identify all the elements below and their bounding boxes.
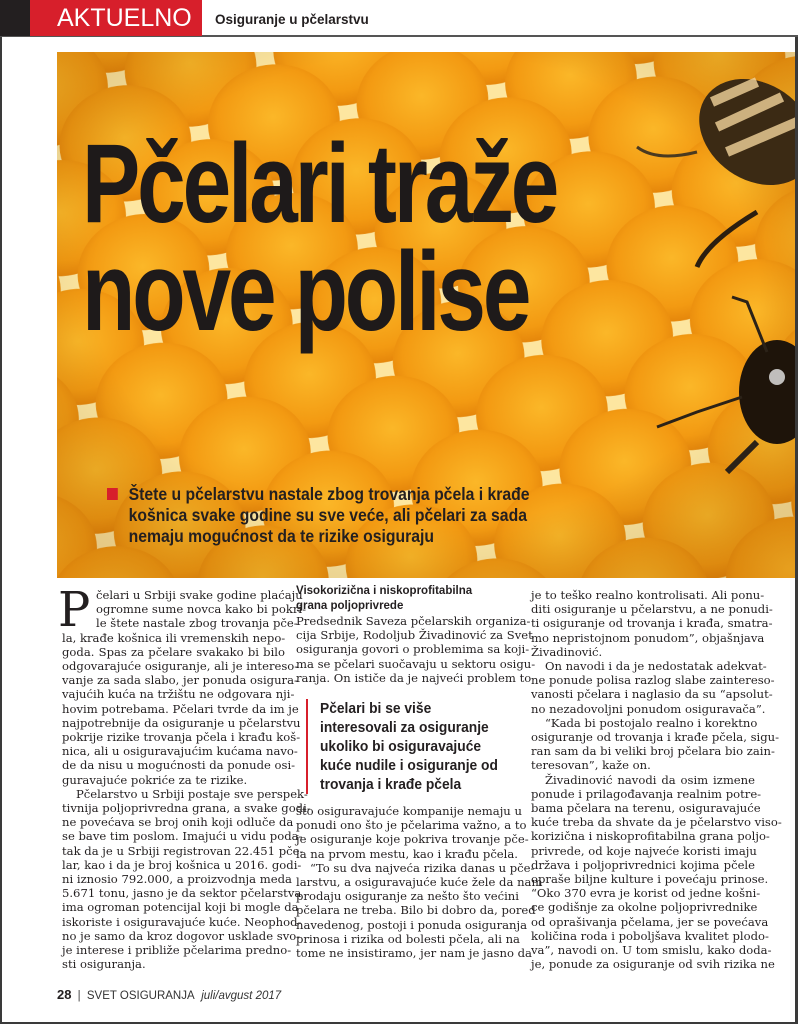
body-line: ma se pčelari suočavaju u sektoru osigu- xyxy=(296,656,536,671)
body-line: vanosti pčelara i naglasio da su “apsolut- xyxy=(531,687,773,702)
body-line: vajućih kuća na tržištu ne odgovara nji- xyxy=(62,687,295,702)
article-column-2 xyxy=(296,585,536,685)
body-line: država i poljoprivrednici kojima pčele xyxy=(531,857,755,872)
body-line: čelari u Srbiji svake godine plaćaju xyxy=(96,588,303,602)
body-line: cija Srbije, Rodoljub Živadinović za Svet xyxy=(296,628,533,643)
body-line: količina roda i poboljšava kvalitet plodo- xyxy=(531,928,769,943)
lead-line: košnica svake godine su sve veće, ali pčelari za sada xyxy=(128,505,527,525)
body-line: ne povećava se broj onih koji odluče da xyxy=(62,815,294,830)
body-line: je osiguranje koje pokriva trovanje pče- xyxy=(296,832,529,847)
body-line: 5.671 tonu, jasno je da sektor pčelarstva xyxy=(62,886,302,901)
body-line: od oprašivanja pčelama, jer se povećava xyxy=(531,914,769,929)
rubric-label: Osiguranje u pčelarstvu xyxy=(215,12,369,27)
lead-line: Štete u pčelarstvu nastale zbog trovanja pčela i krađe xyxy=(128,484,530,504)
pull-quote-line: kuće nudile i osiguranje od xyxy=(320,757,498,774)
body-line: pokrije rizike trovanja pčela i krađu koš- xyxy=(62,730,301,745)
body-line: što osiguravajuće kompanije nemaju u xyxy=(296,804,522,818)
body-line: guravajuće pokriće za te rizike. xyxy=(62,772,248,787)
body-line: Živadinović navodi da osim izmene xyxy=(545,772,755,787)
body-line: larstvu, a osiguravajuće kuće žele da nam xyxy=(296,875,543,890)
body-line: privrede, od koje najveće koristi imaju xyxy=(531,843,757,858)
headline-line-1: Pčelari traže xyxy=(82,121,557,246)
body-line: ponude i prilagođavanja realnim potre- xyxy=(531,786,762,801)
section-label: AKTUELNO xyxy=(30,0,202,36)
pull-quote-line: ukoliko bi osiguravajuće xyxy=(320,738,482,755)
body-line: je interese i približe pčelarima predno- xyxy=(62,943,292,958)
page-header xyxy=(0,0,798,37)
body-line: pčelara ne treba. Bilo bi dobro da, pored xyxy=(296,903,536,918)
body-line: prinosa i rizika od bolesti pčela, ali na xyxy=(296,931,520,946)
body-line: ima ogroman potencijal koji bi mogle da xyxy=(62,900,299,915)
body-line: hovim potrebama. Pčelari tvrde da im je xyxy=(62,701,299,716)
body-line: tivnija poljoprivredna grana, a svake godi- xyxy=(62,801,311,816)
body-line: Predsednik Saveza pčelarskih organiza- xyxy=(296,614,531,628)
hero-image xyxy=(57,52,795,578)
pull-quote xyxy=(306,699,526,794)
body-line: oprаše biljne kulture i povećaju prinose. xyxy=(531,872,769,887)
body-line: Pčelarstvo u Srbiji postaje sve perspek- xyxy=(76,786,308,801)
body-line: najpotrebnije da osiguranje u pčelarstvu xyxy=(62,715,301,730)
article-column-2-continued xyxy=(296,804,543,961)
body-line: ce godišnje za okolne poljoprivrednike xyxy=(531,900,758,915)
body-line: kuće treba da shvate da je pčelarstvo viso- xyxy=(531,815,782,830)
body-line: navedenog, postoji i ponuda osiguranja xyxy=(296,917,527,932)
body-line: “To su dva najveća rizika danas u pče- xyxy=(310,860,535,875)
header-black-tab xyxy=(0,0,30,36)
body-line: le štete nastale zbog trovanja pče- xyxy=(96,616,298,631)
drop-cap: P xyxy=(58,582,91,638)
headline-line-2: nove polise xyxy=(82,229,529,354)
body-line: la, krađe košnica ili vremenskih nepo- xyxy=(62,630,286,645)
body-line: sti osiguranja. xyxy=(62,957,146,972)
section-subheading: grana poljoprivrede xyxy=(296,599,404,612)
body-line: osiguranje od trovanja i krađe pčela, sigu- xyxy=(531,730,780,745)
body-line: On navodi i da je nedostatak adekvat- xyxy=(545,659,767,674)
body-line: no nezadovoljni ponudom osiguravača”. xyxy=(531,701,766,716)
body-line: tak da je u Srbiji registrovan 22.451 pče- xyxy=(62,843,304,858)
lead-line: nemaju mogućnost da te rizike osiguraju xyxy=(128,526,435,546)
body-line: je to teško realno kontrolisati. Ali ponu- xyxy=(531,588,765,602)
page-number: 28 xyxy=(57,987,72,1002)
body-line: vanje za sada slabo, jer ponuda osigura- xyxy=(62,673,298,688)
body-line: no je samo da kroz dogovor usklade svo- xyxy=(62,928,301,943)
body-line: ran sam da bi veliki broj pčelara bio zain- xyxy=(531,744,775,759)
section-subheading: Visokorizična i niskoprofitabilna xyxy=(296,585,473,597)
pull-quote-line: trovanja i krađe pčela xyxy=(320,776,462,793)
pull-quote-line: Pčelari bi se više xyxy=(320,700,432,717)
body-line: goda. Spas za pčelare svakako bi bilo xyxy=(62,644,285,659)
page-footer xyxy=(57,987,281,1002)
body-line: iskoriste i osiguravajuće kuće. Neophod- xyxy=(62,914,302,929)
body-line: lar, kao i da je broj košnica u 2016. godi- xyxy=(62,857,302,872)
body-line: diti osiguranje u pčelarstvu, a ne ponudi- xyxy=(531,602,773,617)
body-line: de da nisu u mogućnosti da ponude osi- xyxy=(62,758,296,773)
article-column-3 xyxy=(531,588,782,972)
body-line: ponudi ono što je pčelarima važno, a to xyxy=(296,818,527,833)
body-line: va”, navodi on. U tom smislu, kako doda- xyxy=(531,943,772,958)
body-line: “Kada bi postojalo realno i korektno xyxy=(545,715,758,730)
issue-date: juli/avgust 2017 xyxy=(201,990,282,1002)
body-line: je, ponude za osiguranje od svih rizika ne xyxy=(531,957,775,972)
body-line: prodaju osiguranje za nešto što većini xyxy=(296,889,519,904)
page-border-left xyxy=(0,36,2,1024)
pull-quote-line: interesovali za osiguranje xyxy=(320,719,489,736)
body-line: osiguranja govori o problemima sa koji- xyxy=(296,642,530,657)
body-line: ni iznosio 792.000, a proizvodnja meda xyxy=(62,872,292,887)
red-square-bullet-icon xyxy=(107,488,118,500)
article-column-1 xyxy=(58,582,311,972)
article-lead xyxy=(107,484,530,547)
body-line: korizična i niskoprofitabilna grana poljo- xyxy=(531,829,770,844)
body-line: se bave tim poslom. Imajući u vidu poda- xyxy=(62,829,303,844)
body-line: ranja. On ističe da je najveći problem to xyxy=(296,670,532,685)
footer-separator: | xyxy=(77,990,81,1002)
body-line: mo nepristojnom ponudom”, objašnjava xyxy=(531,630,765,645)
magazine-name: SVET OSIGURANJA xyxy=(86,990,195,1002)
body-line: “Oko 370 evra je korist od jedne košni- xyxy=(531,886,761,901)
body-line: ogromne sume novca kako bi pokri- xyxy=(96,602,307,617)
body-line: tome ne insistiramo, jer nam je jasno da xyxy=(296,946,532,961)
body-line: la na prvom mestu, kao i krađu pčela. xyxy=(296,846,518,861)
body-line: ne ponude polisa razlog slabe zaintereso- xyxy=(531,673,775,688)
body-line: teresovan”, kaže on. xyxy=(531,758,651,773)
body-line: nica, ali u osiguravajućim kućama navo- xyxy=(62,744,298,759)
body-line: ti osiguranje od trovanja i krađa, smatra- xyxy=(531,616,773,631)
article-headline xyxy=(82,121,557,354)
body-line: Živadinović. xyxy=(531,644,603,659)
body-line: odgovarajuće osiguranje, ali je intereso- xyxy=(62,659,299,674)
body-line: bama pčelara na terenu, osiguravajuće xyxy=(531,801,761,816)
